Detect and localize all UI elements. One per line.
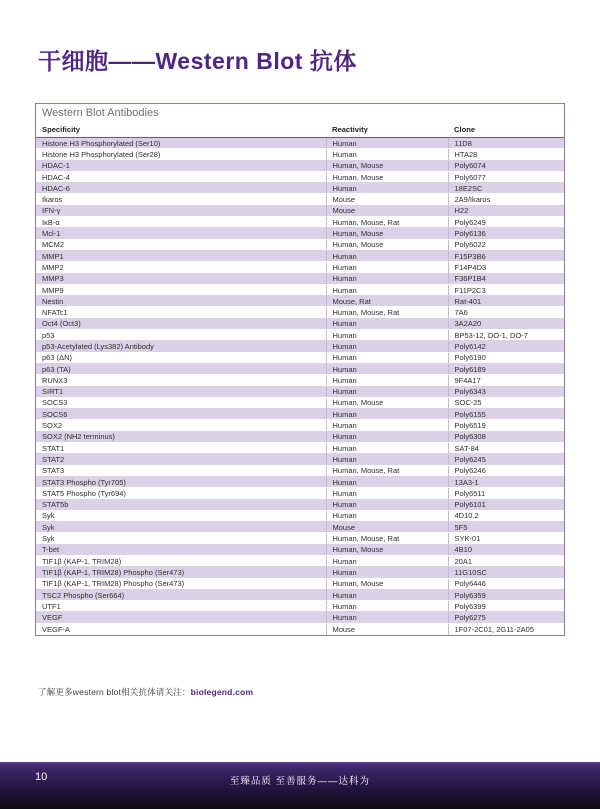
cell-specificity: Syk <box>36 510 326 521</box>
column-header-clone: Clone <box>448 123 564 138</box>
table-row <box>36 138 564 149</box>
cell-specificity: Nestin <box>36 296 326 307</box>
table-row <box>36 375 564 386</box>
cell-specificity: TIF1β (KAP-1, TRIM28) <box>36 555 326 566</box>
cell-clone: Poly6022 <box>448 239 564 250</box>
cell-reactivity: Human, Mouse, Rat <box>326 307 448 318</box>
cell-reactivity: Human <box>326 510 448 521</box>
cell-specificity: p63 (TA) <box>36 363 326 374</box>
biolegend-link[interactable]: biolegend.com <box>190 687 254 697</box>
cell-clone: Poly6399 <box>448 601 564 612</box>
cell-clone: F14P4D3 <box>448 262 564 273</box>
footer-note <box>38 686 253 698</box>
table-row <box>36 443 564 454</box>
cell-reactivity: Human <box>326 589 448 600</box>
cell-clone: 7A6 <box>448 307 564 318</box>
cell-specificity: HDAC-6 <box>36 183 326 194</box>
table-row <box>36 183 564 194</box>
table-row <box>36 273 564 284</box>
cell-specificity: Histone H3 Phosphorylated (Ser10) <box>36 138 326 149</box>
antibody-data-table <box>36 123 564 635</box>
page-number: 10 <box>35 771 48 783</box>
cell-specificity: UTF1 <box>36 601 326 612</box>
footer-slogan: 至臻品质 至善服务——达科为 <box>229 776 371 787</box>
cell-reactivity: Human, Mouse, Rat <box>326 533 448 544</box>
cell-reactivity: Human, Mouse <box>326 160 448 171</box>
cell-reactivity: Human <box>326 499 448 510</box>
cell-reactivity: Human, Mouse <box>326 544 448 555</box>
cell-reactivity: Human <box>326 138 448 149</box>
cell-reactivity: Human <box>326 386 448 397</box>
table-row <box>36 488 564 499</box>
cell-specificity: RUNX3 <box>36 375 326 386</box>
table-row <box>36 544 564 555</box>
table-row <box>36 476 564 487</box>
cell-specificity: Syk <box>36 522 326 533</box>
table-row <box>36 510 564 521</box>
cell-reactivity: Human <box>326 352 448 363</box>
cell-specificity: VEGF-A <box>42 624 70 634</box>
cell-clone: Poly6246 <box>448 465 564 476</box>
table-row <box>36 555 564 566</box>
page-title: 干细胞——Western Blot 抗体 <box>38 48 357 74</box>
cell-clone: 18E2SC <box>448 183 564 194</box>
cell-clone: Poly6189 <box>448 363 564 374</box>
cell-specificity: HDAC-4 <box>36 171 326 182</box>
cell-reactivity: Human, Mouse, Rat <box>326 465 448 476</box>
table-row <box>36 205 564 216</box>
cell-specificity: TIF1β (KAP-1, TRIM28) Phospho (Ser473) <box>36 567 326 578</box>
cell-reactivity: Human <box>326 183 448 194</box>
cell-specificity: NFATc1 <box>36 307 326 318</box>
cell-reactivity: Human <box>326 341 448 352</box>
cell-reactivity: Human, Mouse <box>326 171 448 182</box>
table-row <box>36 397 564 408</box>
cell-specificity: SOCS6 <box>36 409 326 420</box>
cell-specificity: VEGF <box>36 612 326 623</box>
table-row <box>36 567 564 578</box>
cell-reactivity: Human <box>326 273 448 284</box>
cell-clone: 11D8 <box>448 138 564 149</box>
cell-specificity: Syk <box>36 533 326 544</box>
cell-clone: F11P2C3 <box>448 284 564 295</box>
cell-reactivity: Human, Mouse <box>326 578 448 589</box>
cell-clone: 4B10 <box>448 544 564 555</box>
cell-specificity: MMP3 <box>36 273 326 284</box>
cell-clone: Poly6155 <box>448 409 564 420</box>
cell-reactivity: Human <box>326 454 448 465</box>
cell-clone: F36P1B4 <box>448 273 564 284</box>
cell-clone: BP53-12, DO-1, DO-7 <box>448 330 564 341</box>
table-row <box>36 239 564 250</box>
cell-clone: Poly6308 <box>448 431 564 442</box>
cell-reactivity: Human <box>326 555 448 566</box>
cell-clone: 4D10.2 <box>448 510 564 521</box>
table-row <box>36 623 564 634</box>
table-row <box>36 386 564 397</box>
table-title: Western Blot Antibodies <box>42 107 159 119</box>
table-row <box>36 352 564 363</box>
cell-reactivity: Human <box>326 567 448 578</box>
cell-reactivity: Human <box>326 284 448 295</box>
table-row <box>36 522 564 533</box>
cell-specificity: STAT3 <box>36 465 326 476</box>
cell-specificity: TSC2 Phospho (Ser664) <box>36 589 326 600</box>
cell-specificity: MMP1 <box>36 250 326 261</box>
cell-specificity: STAT2 <box>36 454 326 465</box>
cell-clone: Rat-401 <box>448 296 564 307</box>
cell-specificity: SOX2 <box>36 420 326 431</box>
cell-reactivity: Mouse, Rat <box>326 296 448 307</box>
table-row <box>36 612 564 623</box>
table-row <box>36 194 564 205</box>
cell-reactivity: Human, Mouse <box>326 397 448 408</box>
cell-clone: Poly6249 <box>448 217 564 228</box>
cell-reactivity: Human <box>326 250 448 261</box>
table-row <box>36 217 564 228</box>
cell-reactivity: Human <box>326 431 448 442</box>
cell-clone: 13A3-1 <box>448 476 564 487</box>
table-header <box>36 123 564 138</box>
table-row <box>36 307 564 318</box>
cell-reactivity: Mouse <box>326 205 448 216</box>
cell-clone: Poly6142 <box>448 341 564 352</box>
cell-clone: Poly6245 <box>448 454 564 465</box>
table-row <box>36 454 564 465</box>
cell-clone: Poly6359 <box>448 589 564 600</box>
table-row <box>36 149 564 160</box>
table-row <box>36 160 564 171</box>
cell-specificity: IFN-γ <box>36 205 326 216</box>
cell-clone: Poly6101 <box>448 499 564 510</box>
table-row <box>36 578 564 589</box>
antibody-table <box>35 103 565 636</box>
table-row <box>36 171 564 182</box>
cell-specificity: Ikaros <box>36 194 326 205</box>
footer-note-text: 了解更多western blot相关抗体请关注： <box>38 687 191 697</box>
cell-clone: Poly6077 <box>448 171 564 182</box>
cell-specificity: p53-Acetylated (Lys382) Antibody <box>36 341 326 352</box>
cell-reactivity: Human <box>326 476 448 487</box>
table-row <box>36 262 564 273</box>
cell-clone: 3A2A20 <box>448 318 564 329</box>
cell-reactivity: Human, Mouse, Rat <box>326 217 448 228</box>
cell-clone: Poly6136 <box>448 228 564 239</box>
cell-specificity: STAT5 Phospho (Tyr694) <box>36 488 326 499</box>
cell-specificity: Mcl-1 <box>36 228 326 239</box>
cell-specificity: STAT5b <box>36 499 326 510</box>
column-header-specificity: Specificity <box>36 123 326 138</box>
cell-reactivity: Human <box>326 420 448 431</box>
cell-clone: 11G10SC <box>448 567 564 578</box>
cell-clone: Poly6446 <box>448 578 564 589</box>
cell-clone: 9F4A17 <box>448 375 564 386</box>
table-row <box>36 363 564 374</box>
table-row <box>36 431 564 442</box>
table-row <box>36 228 564 239</box>
cell-clone: Poly6511 <box>448 488 564 499</box>
cell-specificity: MMP9 <box>36 284 326 295</box>
cell-specificity: IκB-α <box>36 217 326 228</box>
table-row <box>36 499 564 510</box>
cell-reactivity: Human <box>326 488 448 499</box>
table-row <box>36 296 564 307</box>
cell-clone: 1F07-2C01, 2G11-2A05 <box>448 623 564 634</box>
table-row <box>36 341 564 352</box>
cell-specificity: Oct4 (Oct3) <box>36 318 326 329</box>
cell-specificity: SOCS3 <box>36 397 326 408</box>
cell-reactivity: Human <box>326 612 448 623</box>
cell-clone: SAT-84 <box>448 443 564 454</box>
cell-specificity: MMP2 <box>36 262 326 273</box>
cell-specificity: TIF1β (KAP-1, TRIM28) Phospho (Ser473) <box>36 578 326 589</box>
cell-reactivity: Human <box>326 443 448 454</box>
cell-reactivity: Human <box>326 375 448 386</box>
cell-clone: Poly6074 <box>448 160 564 171</box>
table-row <box>36 250 564 261</box>
cell-clone: 5F5 <box>448 522 564 533</box>
cell-clone: SYK-01 <box>448 533 564 544</box>
cell-reactivity: Human, Mouse <box>326 239 448 250</box>
cell-reactivity: Mouse <box>326 522 448 533</box>
cell-reactivity: Mouse <box>326 194 448 205</box>
cell-clone: 2A9/Ikaros <box>448 194 564 205</box>
column-header-reactivity: Reactivity <box>326 123 448 138</box>
cell-specificity: p63 (ΔN) <box>36 352 326 363</box>
cell-reactivity: Human <box>326 149 448 160</box>
antibody-table-body <box>36 138 564 635</box>
cell-clone: Poly6343 <box>448 386 564 397</box>
table-row <box>36 601 564 612</box>
table-row <box>36 533 564 544</box>
cell-specificity: SIRT1 <box>36 386 326 397</box>
table-row <box>36 330 564 341</box>
cell-reactivity: Human, Mouse <box>326 228 448 239</box>
cell-reactivity: Human <box>326 318 448 329</box>
cell-clone: SOC-25 <box>448 397 564 408</box>
cell-clone: HTA28 <box>448 149 564 160</box>
cell-specificity: MCM2 <box>36 239 326 250</box>
bottom-bar <box>0 762 600 809</box>
table-row <box>36 589 564 600</box>
table-row <box>36 318 564 329</box>
cell-specificity: STAT3 Phospho (Tyr705) <box>36 476 326 487</box>
cell-reactivity: Mouse <box>326 623 448 634</box>
cell-reactivity: Human <box>326 330 448 341</box>
cell-specificity: HDAC-1 <box>36 160 326 171</box>
cell-clone: Poly6275 <box>448 612 564 623</box>
cell-reactivity: Human <box>326 409 448 420</box>
cell-specificity: p53 <box>36 330 326 341</box>
table-row <box>36 420 564 431</box>
cell-reactivity: Human <box>326 601 448 612</box>
table-row <box>36 409 564 420</box>
cell-clone: Poly6190 <box>448 352 564 363</box>
cell-specificity: T-bet <box>36 544 326 555</box>
cell-specificity: STAT1 <box>36 443 326 454</box>
table-header-row <box>36 123 564 138</box>
cell-reactivity: Human <box>326 363 448 374</box>
cell-clone: H22 <box>448 205 564 216</box>
cell-reactivity: Human <box>326 262 448 273</box>
cell-specificity: SOX2 (NH2 terminus) <box>36 431 326 442</box>
table-row <box>36 284 564 295</box>
cell-clone: Poly6519 <box>448 420 564 431</box>
table-row <box>36 465 564 476</box>
cell-clone: F15P3B6 <box>448 250 564 261</box>
cell-specificity: Histone H3 Phosphorylated (Ser28) <box>36 149 326 160</box>
cell-clone: 20A1 <box>448 555 564 566</box>
